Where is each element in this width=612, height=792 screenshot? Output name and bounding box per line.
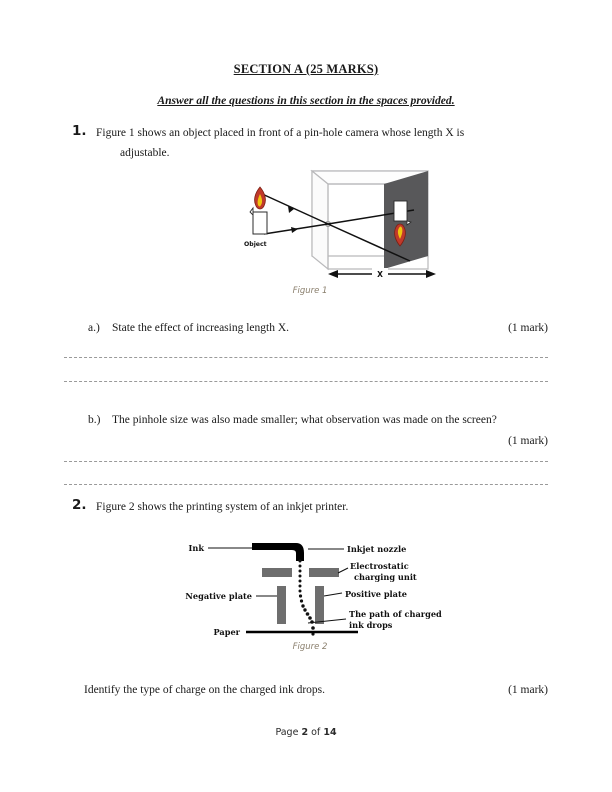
inkjet-printer-drawing (178, 537, 464, 639)
footer-middle: of (311, 727, 321, 738)
answer-line[interactable] (64, 484, 548, 486)
question-1a-marks: (1 mark) (508, 322, 548, 334)
question-1a-text: State the effect of increasing length X. (112, 322, 290, 334)
footer-current-page: 2 (301, 727, 309, 738)
answer-line[interactable] (64, 461, 548, 463)
charging-unit-right-bar (309, 568, 339, 577)
page-title: SECTION A (25 MARKS) (233, 62, 379, 76)
charging-unit-label-line1: Electrostatic (350, 561, 409, 571)
figure-2-caption: Figure 2 (292, 642, 328, 652)
negative-plate-label: Negative plate (185, 591, 252, 601)
positive-plate-label: Positive plate (345, 589, 407, 599)
instruction-text: Answer all the questions in this section in the spaces provided. (157, 94, 455, 107)
negative-plate (277, 586, 286, 624)
question-1b-text: The pinhole size was also made smaller; what observation was made on the screen? (112, 414, 497, 426)
figure-2-inkjet-printer (178, 537, 464, 639)
ink-path-leader-line (308, 619, 346, 623)
footer-total-pages: 14 (323, 727, 337, 738)
question-1b-marks: (1 mark) (508, 435, 548, 447)
page-footer (0, 727, 612, 738)
question-1b-label: b.) (88, 414, 101, 426)
charging-unit-leader-line (338, 568, 348, 573)
answer-line[interactable] (64, 381, 548, 383)
question-2-final-text: Identify the type of charge on the charged ink drops. (84, 684, 326, 696)
answer-line[interactable] (64, 357, 548, 359)
charging-unit-label-line2: charging unit (354, 572, 417, 582)
figure-1-caption: Figure 1 (292, 286, 328, 296)
nozzle-label: Inkjet nozzle (347, 544, 407, 554)
object-candle (250, 187, 267, 234)
object-label: Object (244, 241, 267, 248)
ink-path-label-line1: The path of charged (349, 609, 442, 619)
question-2-number: 2. (72, 497, 87, 513)
length-x-label: X (377, 270, 383, 279)
ink-label: Ink (188, 543, 204, 553)
footer-prefix: Page (275, 727, 299, 738)
question-2-final-marks: (1 mark) (508, 684, 548, 696)
question-1-stem-line2: adjustable. (120, 147, 170, 159)
question-1-stem-line1: Figure 1 shows an object placed in front of a pin-hole camera whose length X is (96, 127, 465, 139)
positive-plate-leader-line (324, 593, 342, 596)
question-1a-label: a.) (88, 322, 100, 334)
question-1-number: 1. (72, 123, 87, 139)
pinhole-camera-drawing (232, 168, 442, 280)
paper-label: Paper (213, 627, 240, 637)
figure-1-pinhole-camera (232, 168, 442, 280)
question-2-stem-line1: Figure 2 shows the printing system of an inkjet printer. (96, 501, 349, 513)
charging-unit-left-bar (262, 568, 292, 577)
positive-plate (315, 586, 324, 624)
nozzle-body (252, 543, 304, 561)
ink-path-label-line2: ink drops (349, 620, 393, 630)
